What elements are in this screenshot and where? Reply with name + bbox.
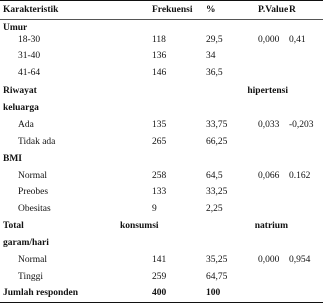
- row-label: 18-30: [18, 35, 41, 45]
- table-footer: [0, 283, 323, 303]
- row-frekuensi: 265: [152, 137, 167, 147]
- row-r: 0,41: [289, 35, 306, 45]
- row-frekuensi: 141: [152, 255, 167, 265]
- row-pvalue: 0,000: [258, 255, 280, 265]
- row-frekuensi: 146: [152, 68, 167, 78]
- group-title-word: natrium: [254, 221, 288, 231]
- row-frekuensi: 9: [152, 204, 157, 214]
- row-persen: 64,5: [206, 171, 223, 181]
- row-frekuensi: 136: [152, 51, 167, 61]
- group-title-word: hipertensi: [247, 86, 288, 96]
- row-r: -0,203: [289, 120, 314, 130]
- header-r: R: [289, 5, 296, 15]
- row-label: Tidak ada: [18, 137, 56, 147]
- footer-frekuensi: 400: [152, 288, 167, 298]
- row-frekuensi: 259: [152, 272, 167, 282]
- row-label: Normal: [18, 255, 48, 265]
- row-persen: 35,25: [206, 255, 228, 265]
- row-persen: 34: [206, 51, 216, 61]
- group-title-word: Riwayat: [3, 86, 37, 96]
- row-r: 0,954: [289, 255, 311, 265]
- header-karakteristik: Karakteristik: [3, 5, 59, 15]
- bottom-rule: [0, 302, 323, 303]
- row-label: 31-40: [18, 51, 41, 61]
- header-pvalue: P.Value: [258, 5, 289, 15]
- row-frekuensi: 118: [152, 35, 166, 45]
- row-persen: 2,25: [206, 204, 223, 214]
- header-frekuensi: Frekuensi: [152, 5, 193, 15]
- footer-label: Jumlah responden: [3, 288, 79, 298]
- row-pvalue: 0,066: [258, 171, 280, 181]
- table-row: [0, 63, 323, 83]
- row-frekuensi: 258: [152, 171, 167, 181]
- row-label: Preobes: [18, 187, 49, 197]
- group-title: Umur: [3, 23, 28, 33]
- row-label: 41-64: [18, 68, 41, 78]
- row-persen: 36,5: [206, 68, 223, 78]
- row-frekuensi: 133: [152, 187, 167, 197]
- row-label: Normal: [18, 171, 48, 181]
- row-label: Ada: [18, 120, 34, 130]
- row-r: 0.162: [289, 171, 311, 181]
- row-pvalue: 0,033: [258, 120, 280, 130]
- group-title-word: konsumsi: [119, 221, 159, 231]
- row-frekuensi: 135: [152, 120, 167, 130]
- row-label: Obesitas: [18, 204, 51, 214]
- row-persen: 33,25: [206, 187, 228, 197]
- header-persen: %: [206, 5, 216, 15]
- row-persen: 66,25: [206, 137, 228, 147]
- group-title-line2: keluarga: [3, 103, 39, 113]
- footer-persen: 100: [206, 288, 221, 298]
- row-persen: 64,75: [206, 272, 228, 282]
- row-label: Tinggi: [18, 272, 43, 282]
- group-title: BMI: [3, 154, 22, 164]
- row-persen: 29,5: [206, 35, 223, 45]
- row-persen: 33,75: [206, 120, 228, 130]
- group-title-word: Total: [3, 221, 24, 231]
- row-pvalue: 0,000: [258, 35, 280, 45]
- group-title-line2: garam/hari: [3, 238, 49, 248]
- table-header: [0, 0, 323, 20]
